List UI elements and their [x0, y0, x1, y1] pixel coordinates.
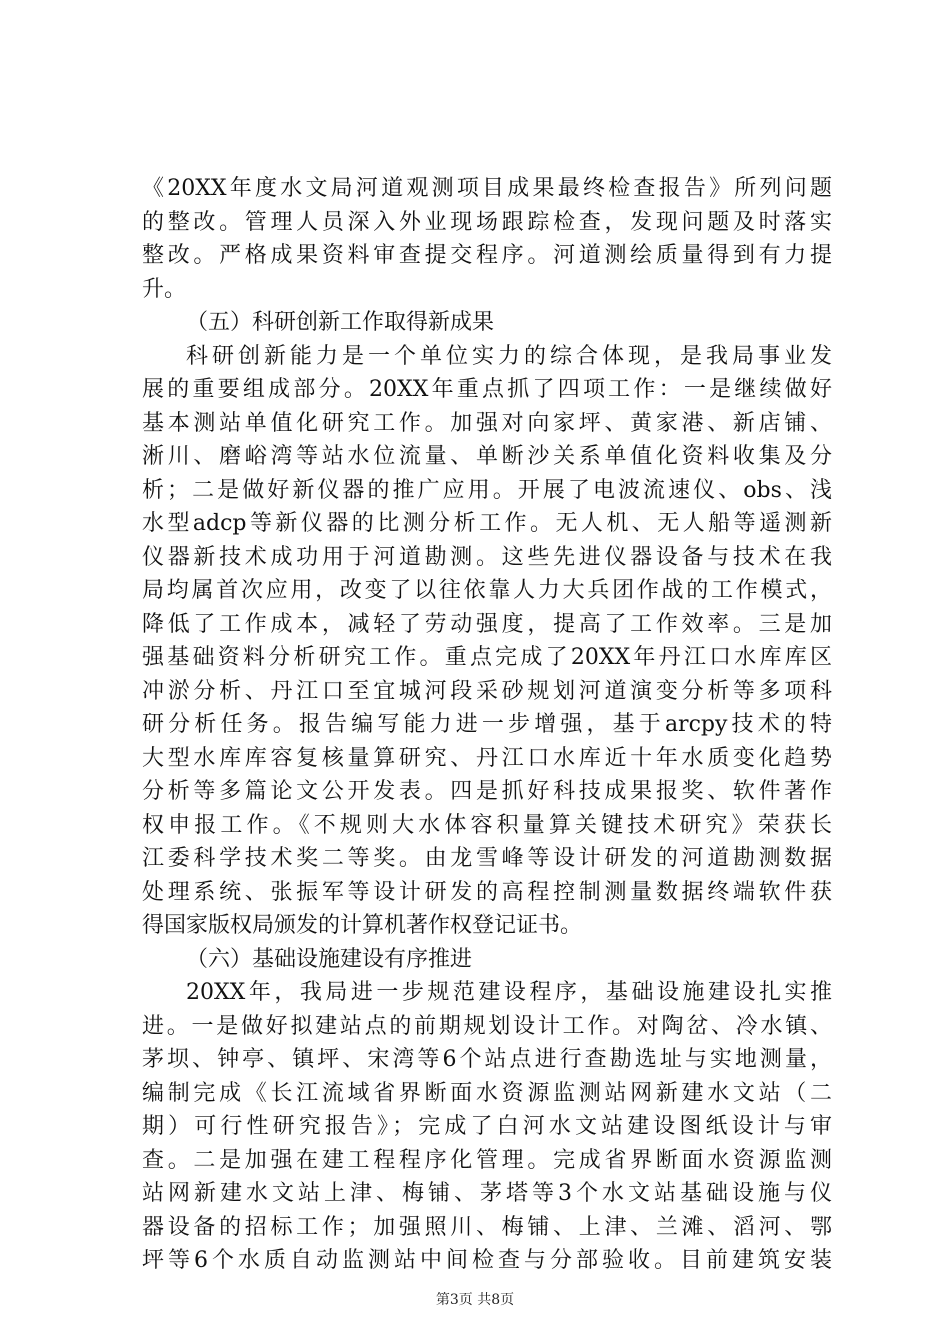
paragraph-line: 冲淤分析、丹江口至宜城河段采砂规划河道演变分析等多项科: [142, 678, 832, 704]
section-heading-5: （五）科研创新工作取得新成果: [186, 310, 495, 335]
section-heading-6: （六）基础设施建设有序推进: [186, 946, 473, 972]
paragraph-line: 水型adcp等新仪器的比测分析工作。无人机、无人船等遥测新: [142, 511, 832, 536]
paragraph-line: 处理系统、张振军等设计研发的高程控制测量数据终端软件获: [142, 879, 832, 905]
paragraph-line: 编制完成《长江流域省界断面水资源监测站网新建水文站（二: [142, 1080, 832, 1106]
paragraph-line: 进。一是做好拟建站点的前期规划设计工作。对陶岔、冷水镇、: [142, 1013, 832, 1039]
paragraph-line: 分析等多篇论文公开发表。四是抓好科技成果报奖、软件著作: [142, 779, 832, 804]
paragraph-line: 权申报工作。《不规则大水体容积量算关键技术研究》荣获长: [142, 812, 832, 838]
paragraph-line: 科研创新能力是一个单位实力的综合体现，是我局事业发: [186, 343, 832, 369]
paragraph-line: 《20XX年度水文局河道观测项目成果最终检查报告》所列问题: [142, 176, 832, 201]
page-footer: 第3页 共8页: [435, 1292, 515, 1308]
paragraph-line: 淅川、磨峪湾等站水位流量、单断沙关系单值化资料收集及分: [142, 444, 832, 469]
paragraph-line: 强基础资料分析研究工作。重点完成了20XX年丹江口水库库区: [142, 645, 832, 670]
paragraph-line: 基本测站单值化研究工作。加强对向家坪、黄家港、新店铺、: [142, 410, 832, 436]
paragraph-line: 展的重要组成部分。20XX年重点抓了四项工作：一是继续做好: [142, 377, 832, 402]
paragraph-line: 仪器新技术成功用于河道勘测。这些先进仪器设备与技术在我: [142, 544, 832, 570]
paragraph-line: 坪等6个水质自动监测站中间检查与分部验收。目前建筑安装: [142, 1248, 832, 1273]
paragraph-line: 局均属首次应用，改变了以往依靠人力大兵团作战的工作模式，: [142, 578, 832, 603]
paragraph-line: 期）可行性研究报告》；完成了白河水文站建设图纸设计与审: [142, 1114, 832, 1139]
paragraph-line: 析；二是做好新仪器的推广应用。开展了电波流速仪、obs、浅: [142, 477, 832, 503]
paragraph-line: 升。: [142, 276, 187, 302]
paragraph-line: 整改。严格成果资料审查提交程序。河道测绘质量得到有力提: [142, 243, 832, 268]
paragraph-line: 得国家版权局颁发的计算机著作权登记证书。: [142, 913, 583, 938]
paragraph-line: 降低了工作成本，减轻了劳动强度，提高了工作效率。三是加: [142, 611, 832, 637]
paragraph-line: 研分析任务。报告编写能力进一步增强，基于arcpy技术的特: [142, 712, 832, 737]
paragraph-line: 20XX年，我局进一步规范建设程序，基础设施建设扎实推: [186, 980, 832, 1005]
paragraph-line: 器设备的招标工作；加强照川、梅铺、上津、兰滩、滔河、鄂: [142, 1214, 832, 1240]
paragraph-line: 查。二是加强在建工程程序化管理。完成省界断面水资源监测: [142, 1147, 832, 1173]
paragraph-line: 茅坝、钟亭、镇坪、宋湾等6个站点进行查勘选址与实地测量，: [142, 1047, 832, 1072]
paragraph-line: 的整改。管理人员深入外业现场跟踪检查，发现问题及时落实: [142, 209, 832, 235]
paragraph-line: 江委科学技术奖二等奖。由龙雪峰等设计研发的河道勘测数据: [142, 846, 832, 871]
paragraph-line: 大型水库库容复核量算研究、丹江口水库近十年水质变化趋势: [142, 745, 832, 771]
document-body: [142, 172, 832, 1278]
paragraph-line: 站网新建水文站上津、梅铺、茅塔等3个水文站基础设施与仪: [142, 1181, 832, 1206]
